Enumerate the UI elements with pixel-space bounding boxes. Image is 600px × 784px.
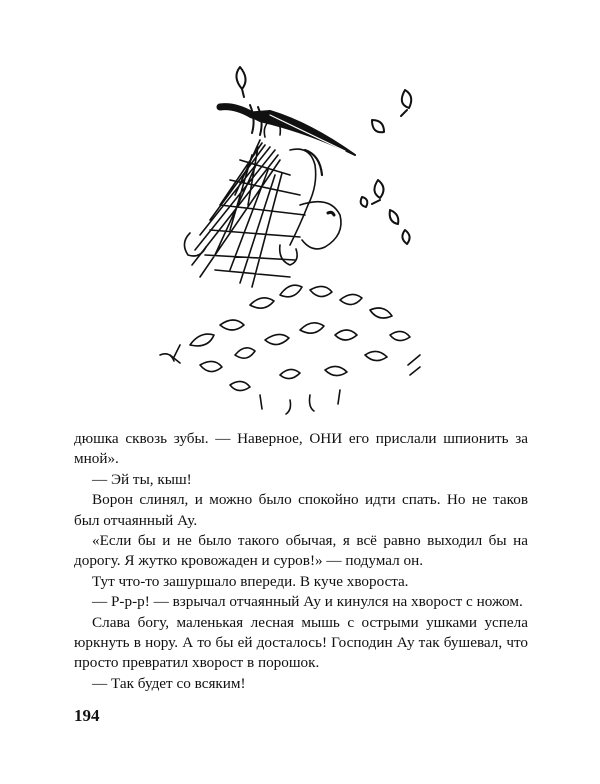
paragraph: — Эй ты, кыш! xyxy=(92,470,192,488)
paragraph: Слава богу, маленькая лесная мышь с острыми ушками успела юркнуть в нору. А то бы ей досталось! Господин Ау так бушевал, что просто превратил хворост в порошок. xyxy=(74,613,528,672)
knife xyxy=(220,105,355,155)
illustration xyxy=(140,55,450,425)
body-text xyxy=(74,429,528,694)
paragraph: Ворон слинял, и можно было спокойно идти спать. Но не таков был отчаянный Ау. xyxy=(74,491,528,529)
brushwood-pile xyxy=(160,285,420,414)
creature-body xyxy=(184,119,341,287)
paragraph: «Если бы и не было такого обычая, я всё равно выходил бы на дорогу. Я жутко кровожаден и суров!» — подумал он. xyxy=(74,532,528,570)
paragraph: дюшка сквозь зубы. — Наверное, ОНИ его прислали шпионить за мной». xyxy=(74,430,528,468)
paragraph: — Так будет со всяким! xyxy=(92,674,246,692)
paragraph: Тут что-то зашуршало впереди. В куче хворостa. xyxy=(92,572,409,590)
page-number: 194 xyxy=(74,706,100,725)
paragraph: — Р-р-р! — взрычал отчаянный Ау и кинулся на хворост с ножом. xyxy=(92,593,523,611)
